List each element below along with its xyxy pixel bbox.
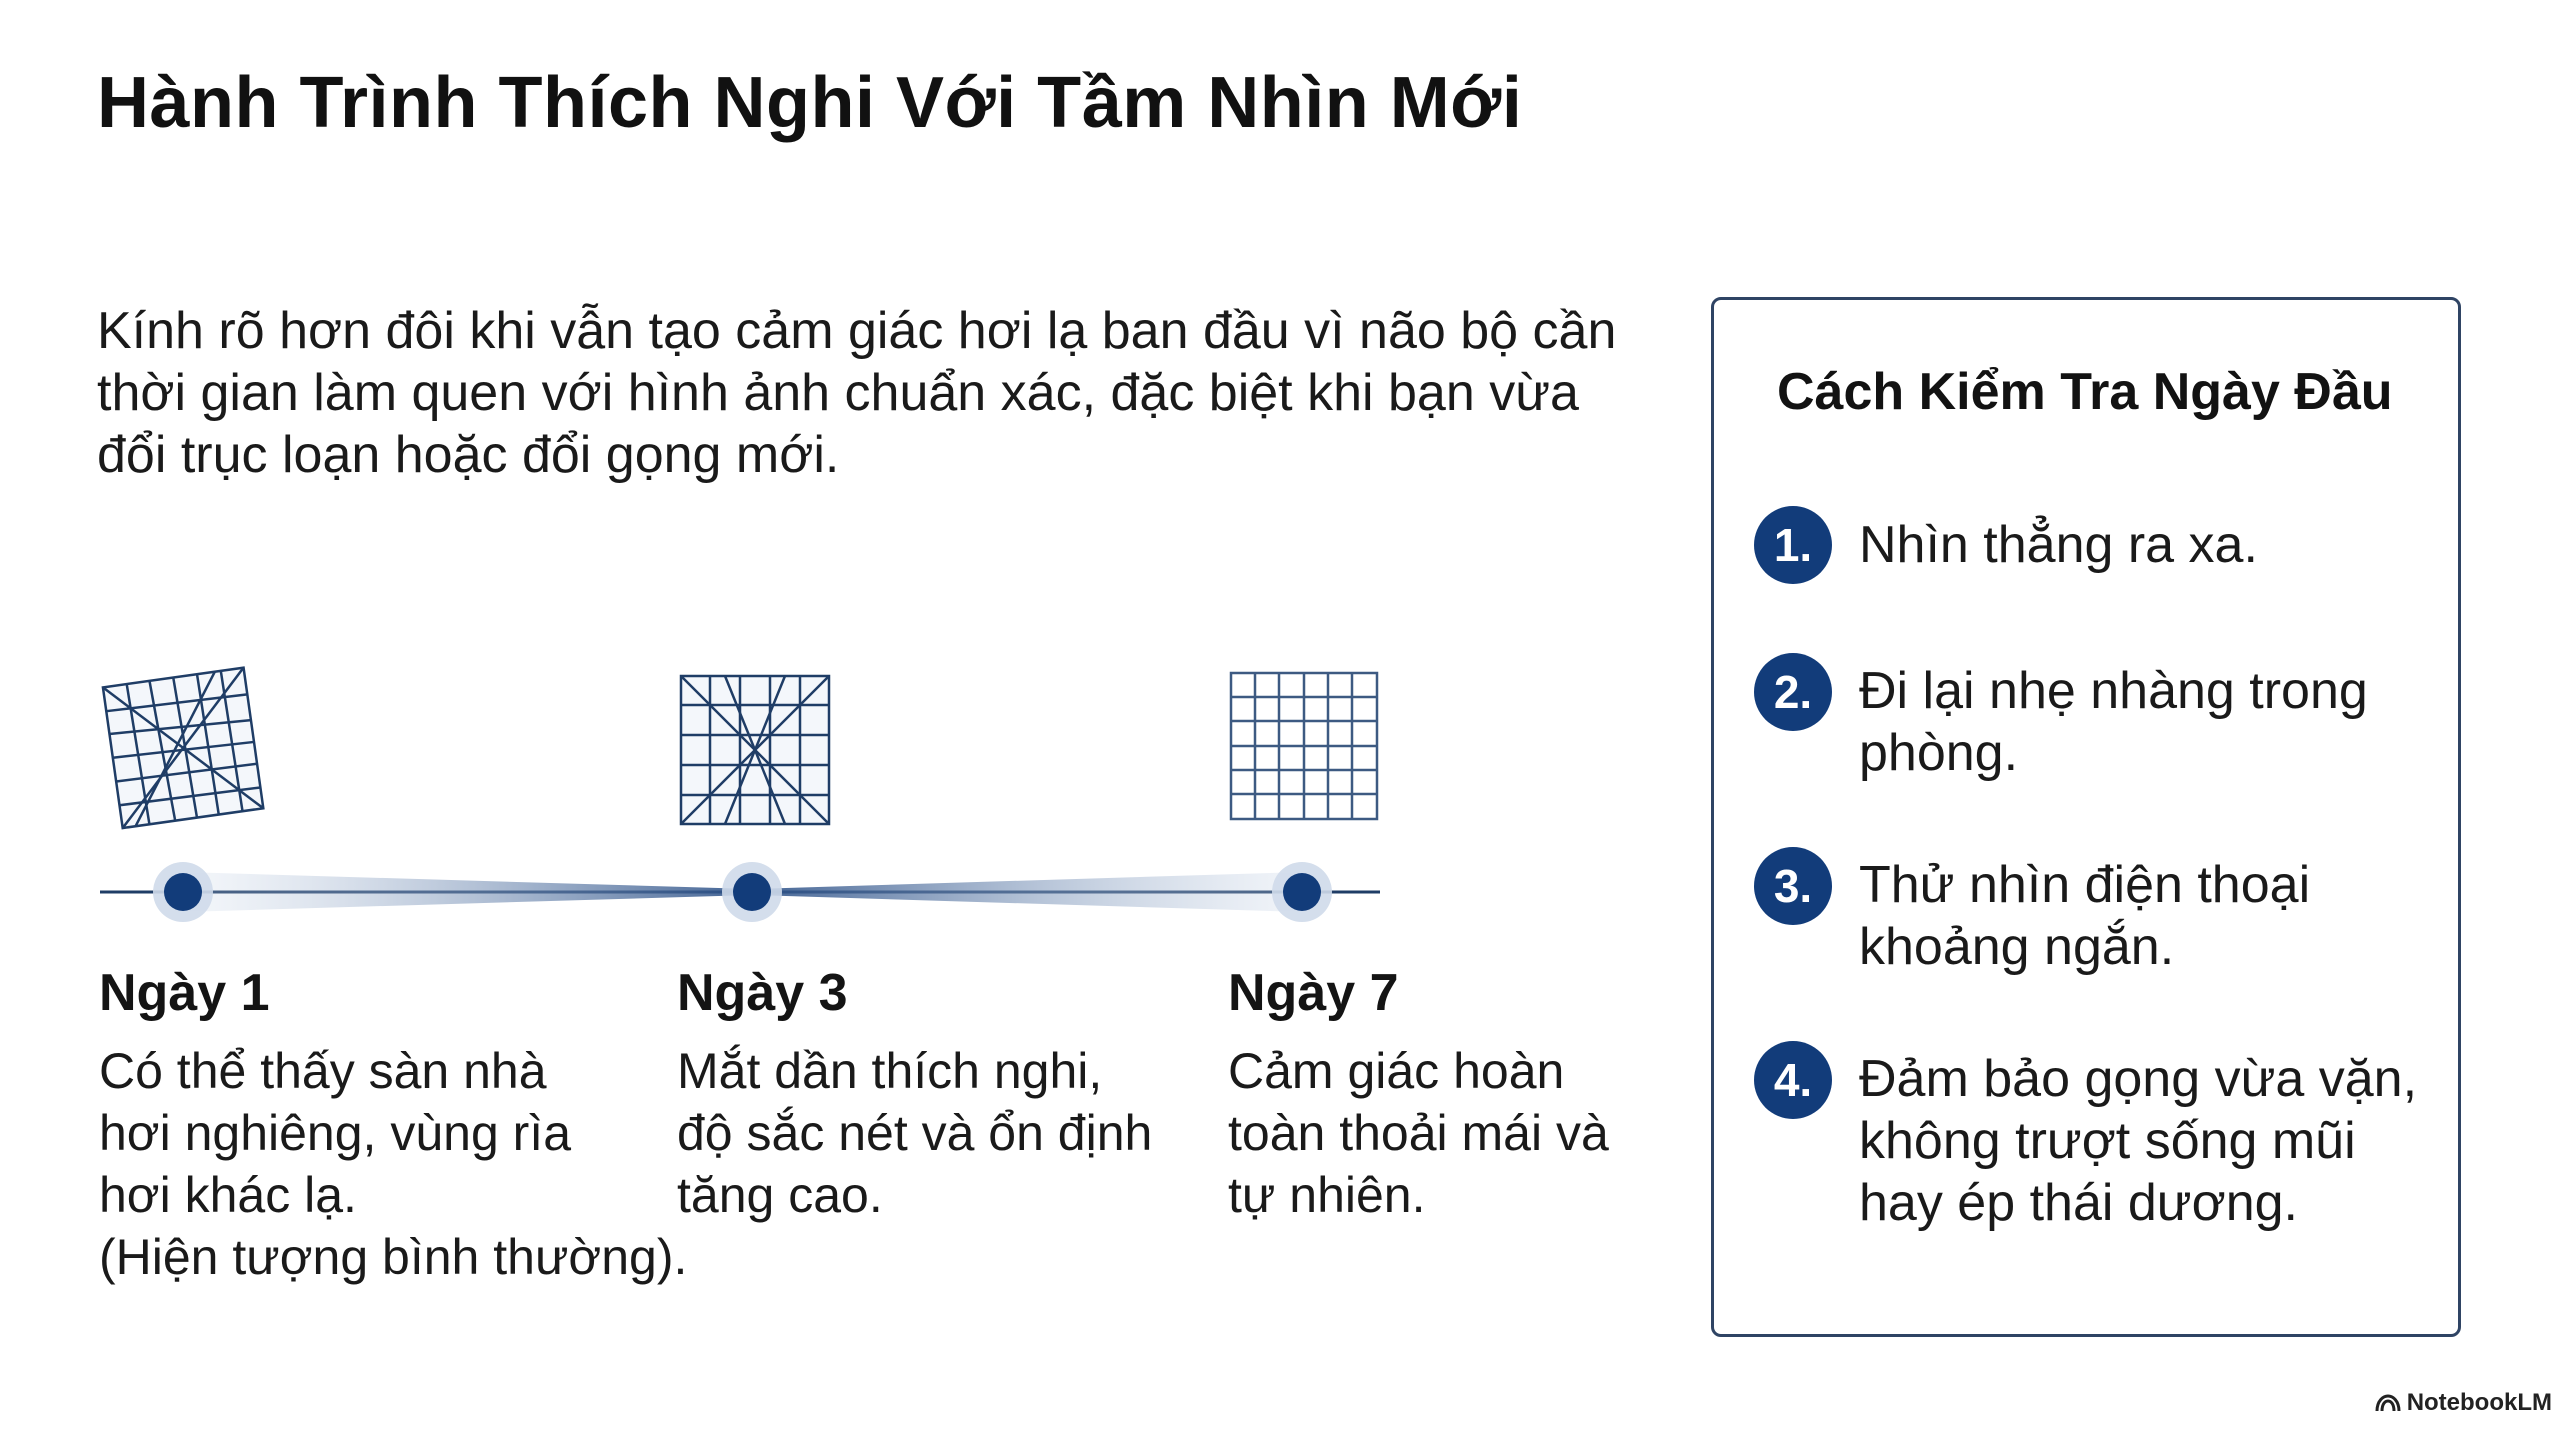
timeline-marker — [1283, 873, 1321, 911]
intro-paragraph: Kính rõ hơn đôi khi vẫn tạo cảm giác hơi lạ ban đầu vì não bộ cần thời gian làm quen với hình ảnh chuẩn xác, đặc biệt khi bạn vừa đổi trục loạn hoặc đổi gọng mới. — [97, 302, 1617, 484]
brand-name: NotebookLM — [2406, 1389, 2552, 1416]
stage-description-line: tự nhiên. — [1228, 1167, 1426, 1223]
stage-description-line: toàn thoải mái và — [1228, 1105, 1609, 1161]
brand-watermark — [2375, 1389, 2552, 1417]
stage-description-day-1 — [99, 1040, 687, 1288]
timeline — [0, 0, 1400, 960]
step-number-badge: 4. — [1754, 1041, 1832, 1119]
step-text: Đi lại nhẹ nhàng trong phòng. — [1859, 662, 2368, 782]
stage-description-line: (Hiện tượng bình thường). — [99, 1229, 688, 1285]
stage-description-day-7 — [1228, 1040, 1609, 1226]
checklist-panel — [1711, 297, 2461, 1337]
stage-description-line: hơi khác lạ. — [99, 1167, 357, 1223]
timeline-marker — [733, 873, 771, 911]
stage-description-line: Mắt dần thích nghi, — [677, 1043, 1103, 1099]
stage-title-day-7: Ngày 7 — [1228, 964, 1399, 1022]
stage-title-day-3: Ngày 3 — [677, 964, 848, 1022]
stage-description-line: độ sắc nét và ổn định — [677, 1105, 1153, 1161]
step-number-badge: 1. — [1754, 506, 1832, 584]
step-number-badge: 2. — [1754, 653, 1832, 731]
step-text: Nhìn thẳng ra xa. — [1859, 516, 2258, 574]
stage-description-line: Cảm giác hoàn — [1228, 1043, 1565, 1099]
page-title: Hành Trình Thích Nghi Với Tầm Nhìn Mới — [97, 63, 1523, 143]
stage-description-day-3 — [677, 1040, 1152, 1226]
notebooklm-logo-icon — [2375, 1393, 2401, 1413]
timeline-beam — [752, 872, 1302, 912]
timeline-marker — [164, 873, 202, 911]
stage-description-line: hơi nghiêng, vùng rìa — [99, 1105, 571, 1161]
stage-description-line: tăng cao. — [677, 1167, 883, 1223]
timeline-beam — [183, 872, 752, 912]
stage-description-line: Có thể thấy sàn nhà — [99, 1043, 547, 1099]
step-number-badge: 3. — [1754, 847, 1832, 925]
step-text: Thử nhìn điện thoại khoảng ngắn. — [1859, 856, 2311, 976]
stage-title-day-1: Ngày 1 — [99, 964, 270, 1022]
step-text: Đảm bảo gọng vừa vặn, không trượt sống mũi hay ép thái dương. — [1859, 1050, 2418, 1232]
checklist-title: Cách Kiểm Tra Ngày Đầu — [1777, 363, 2393, 421]
